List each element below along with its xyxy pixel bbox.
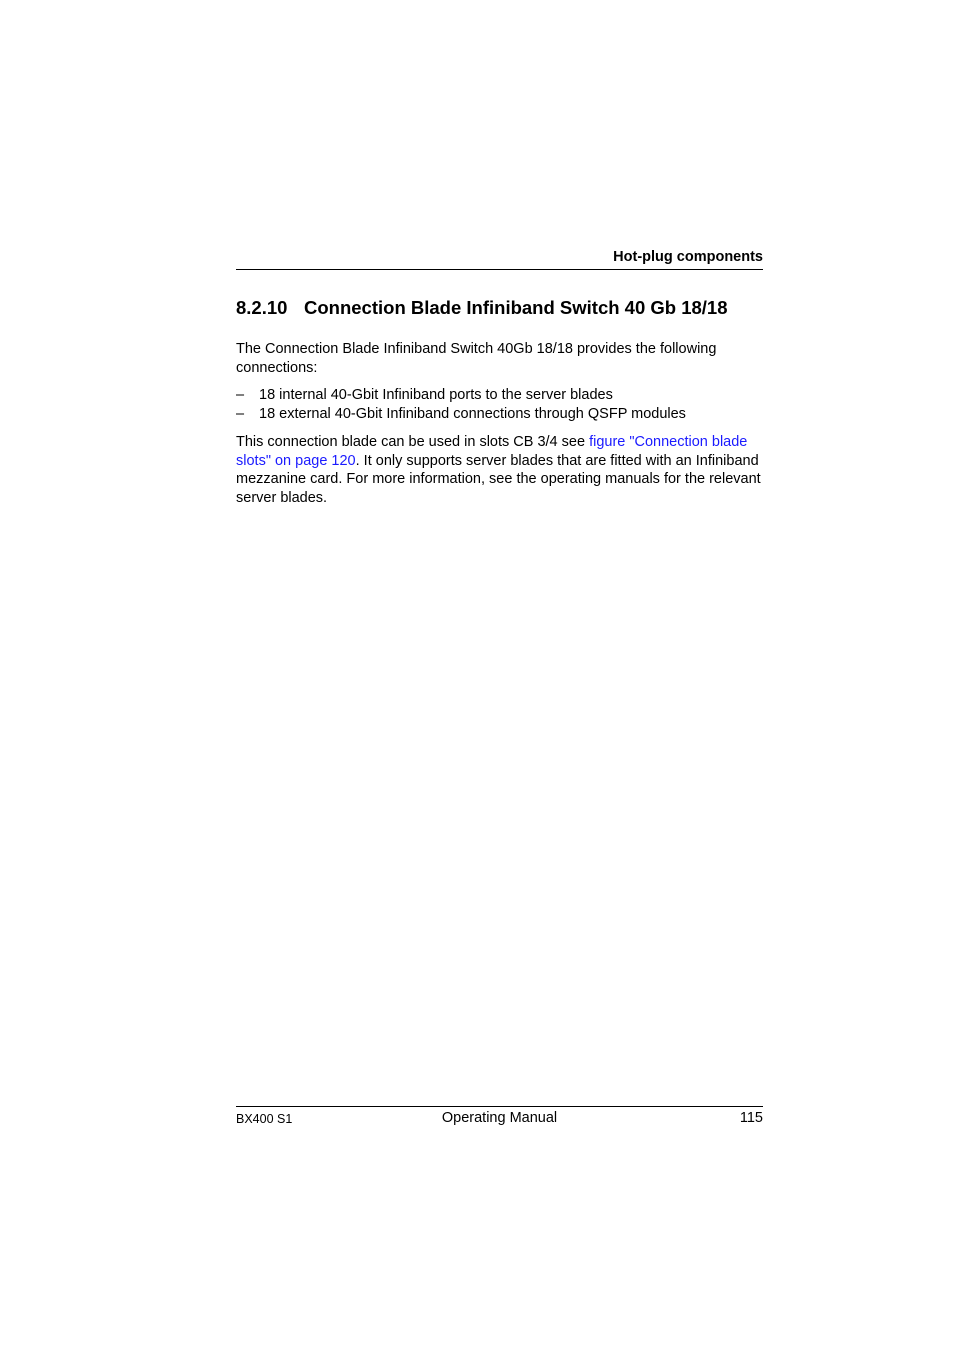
running-header: Hot-plug components	[613, 249, 763, 265]
list-item	[236, 386, 763, 405]
intro-paragraph: The Connection Blade Infiniband Switch 40Gb 18/18 provides the following connections:	[236, 341, 717, 376]
section-heading	[236, 296, 796, 320]
list-item	[236, 405, 763, 424]
usage-text-after: . It only supports server blades that are fitted with an Infiniband mezzanine card. For more information, see the operating manuals for the relevant server blades.	[236, 452, 761, 506]
header-rule	[236, 269, 763, 270]
list-item-text: 18 internal 40-Gbit Infiniband ports to the server blades	[259, 387, 613, 403]
page-number: 115	[739, 1110, 763, 1126]
section-number: 8.2.10	[236, 297, 288, 318]
usage-paragraph	[236, 433, 763, 507]
connection-list	[236, 386, 763, 423]
figure-reference-link[interactable]: figure "Connection blade slots" on page 120	[236, 434, 748, 469]
usage-text-before: This connection blade can be used in slots CB 3/4 see	[236, 434, 590, 450]
footer-product: BX400 S1	[236, 1112, 293, 1126]
footer-rule	[236, 1106, 763, 1107]
section-title: Connection Blade Infiniband Switch 40 Gb 18/18	[304, 297, 728, 318]
bullet-dash: –	[236, 387, 245, 403]
footer-doc-type: Operating Manual	[441, 1110, 558, 1126]
bullet-dash: –	[236, 405, 245, 422]
list-item-text: 18 external 40-Gbit Infiniband connections through QSFP modules	[259, 405, 686, 422]
